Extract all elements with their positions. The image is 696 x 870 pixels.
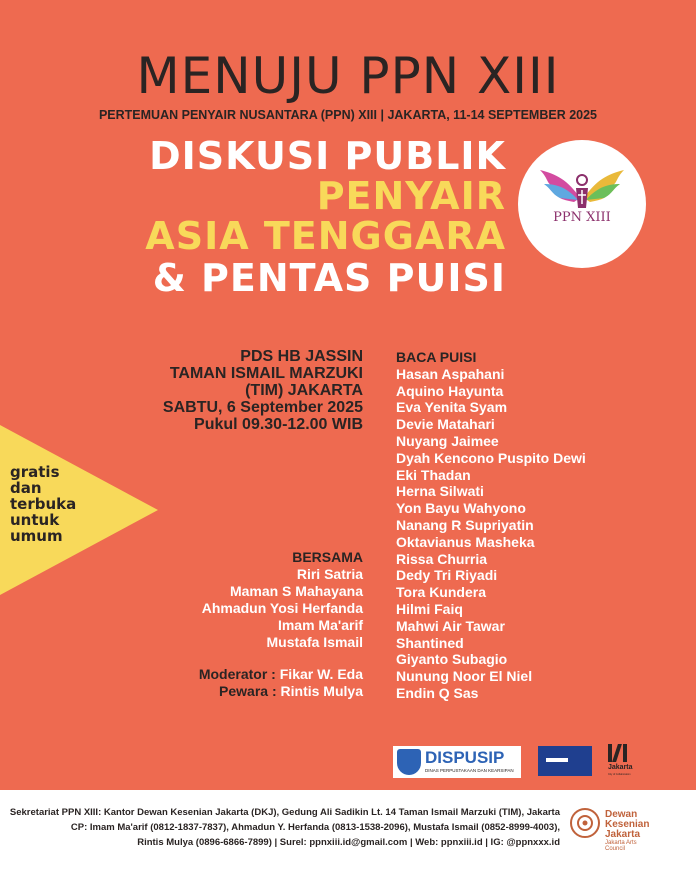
reader-name: Giyanto Subagio bbox=[396, 651, 508, 668]
pewara-label: Pewara bbox=[219, 683, 269, 699]
speaker-name: Riri Satria bbox=[296, 566, 363, 582]
free-badge-text bbox=[10, 464, 76, 544]
reader-name: Eva Yenita Syam bbox=[396, 399, 508, 416]
speaker-name: Maman S Mahayana bbox=[229, 583, 363, 599]
page-title: MENUJU PPN XIII bbox=[136, 47, 560, 105]
venue-info bbox=[163, 348, 363, 433]
speaker-name: Imam Ma'arif bbox=[277, 617, 363, 633]
reader-name: Hilmi Faiq bbox=[396, 600, 463, 617]
moderator-row: Moderator : Fikar W. Eda bbox=[198, 666, 363, 682]
reader-name: Herna Silwati bbox=[396, 483, 484, 500]
reader-name: Yon Bayu Wahyono bbox=[396, 500, 526, 517]
venue-line: PDS HB JASSIN bbox=[240, 348, 363, 365]
reader-name: Endin Q Sas bbox=[396, 684, 479, 701]
speaker-name: Ahmadun Yosi Herfanda bbox=[201, 600, 363, 616]
badge-line: untuk bbox=[10, 511, 60, 529]
headline-line-1: DISKUSI PUBLIK bbox=[149, 134, 506, 178]
headline-line-4: & PENTAS PUISI bbox=[152, 256, 506, 300]
reader-name: Devie Matahari bbox=[396, 416, 495, 433]
dispusip-subtitle: DINAS PERPUSTAKAAN DAN KEARSIPAN bbox=[425, 768, 514, 773]
pewara-name: Rintis Mulya bbox=[280, 683, 363, 699]
jakarta-subtitle: City of Collaboration bbox=[608, 773, 631, 776]
footer-line: Rintis Mulya (0896-6866-7899) | Surel: ppnxiii.id@gmail.com | Web: ppnxiii.id | IG: @ppnxxx.id bbox=[137, 837, 560, 848]
ppn-logo bbox=[518, 140, 646, 268]
reader-name: Nanang R Supriyatin bbox=[396, 516, 534, 533]
partner-logo bbox=[538, 746, 592, 776]
pewara-row: Pewara : Rintis Mulya bbox=[219, 683, 363, 699]
headline-line-2: PENYAIR bbox=[316, 174, 506, 218]
host-info bbox=[199, 666, 363, 700]
reader-name: Dyah Kencono Puspito Dewi bbox=[396, 449, 586, 466]
reader-name: Mahwi Air Tawar bbox=[396, 617, 505, 634]
footer-line: Sekretariat PPN XIII: Kantor Dewan Kesenian Jakarta (DKJ), Gedung Ali Sadikin Lt. 14 Taman Ismail Marzuki (TIM), Jakarta bbox=[9, 807, 560, 818]
footer-contact bbox=[10, 805, 560, 850]
dkj-name-line: Jakarta bbox=[605, 829, 641, 840]
badge-line: gratis bbox=[10, 463, 60, 481]
jakarta-crest-icon bbox=[397, 749, 421, 775]
moderator-name: Fikar W. Eda bbox=[279, 666, 363, 682]
badge-line: terbuka bbox=[10, 495, 77, 513]
footer-line: CP: Imam Ma'arif (0812-1837-7837), Ahmadun Y. Herfanda (0813-1538-2096), Mustafa Ismail (0852-8999-4003), bbox=[70, 822, 560, 833]
jakarta-name: Jakarta bbox=[608, 764, 633, 771]
venue-line: (TIM) JAKARTA bbox=[245, 382, 363, 399]
angel-wings-icon bbox=[518, 140, 646, 268]
headline-line-3: ASIA TENGGARA bbox=[145, 214, 506, 258]
reader-name: Eki Thadan bbox=[396, 466, 471, 483]
readers-heading: BACA PUISI bbox=[396, 349, 477, 365]
moderator-label: Moderator bbox=[198, 666, 268, 682]
reader-name: Oktavianus Masheka bbox=[396, 533, 535, 550]
venue-time: Pukul 09.30-12.00 WIB bbox=[194, 416, 363, 433]
speakers-heading: BERSAMA bbox=[292, 549, 363, 565]
dkj-logo bbox=[568, 806, 678, 856]
dispusip-logo bbox=[393, 746, 521, 778]
event-subtitle: PERTEMUAN PENYAIR NUSANTARA (PPN) XIII | JAKARTA, 11-14 SEPTEMBER 2025 bbox=[98, 108, 598, 122]
reader-name: Nunung Noor El Niel bbox=[396, 668, 533, 685]
dispusip-name: DISPUSIP bbox=[425, 748, 505, 767]
dkj-emblem-icon bbox=[568, 806, 602, 846]
reader-name: Hasan Aspahani bbox=[396, 365, 505, 382]
venue-date: SABTU, 6 September 2025 bbox=[162, 399, 363, 416]
badge-line: dan bbox=[10, 479, 42, 497]
dkj-subtitle bbox=[605, 840, 637, 852]
jakarta-logo bbox=[608, 744, 638, 778]
reader-name: Shantined bbox=[396, 634, 464, 651]
poetry-readers-list bbox=[396, 349, 586, 702]
partner-mark-icon bbox=[546, 758, 568, 762]
venue-line: TAMAN ISMAIL MARZUKI bbox=[169, 365, 363, 382]
speakers-list bbox=[202, 549, 363, 651]
reader-name: Aquino Hayunta bbox=[396, 382, 504, 399]
reader-name: Dedy Tri Riyadi bbox=[396, 567, 498, 584]
dkj-subtitle-line: Council bbox=[605, 846, 626, 852]
speaker-name: Mustafa Ismail bbox=[266, 634, 363, 650]
dkj-subtitle-line: Jakarta Arts bbox=[605, 840, 637, 846]
dkj-name-line: Kesenian bbox=[605, 819, 650, 830]
reader-name: Rissa Churria bbox=[396, 550, 488, 567]
dkj-name-line: Dewan bbox=[605, 809, 638, 820]
badge-line: umum bbox=[10, 527, 63, 545]
reader-name: Tora Kundera bbox=[396, 584, 486, 601]
logo-text: PPN XIII bbox=[553, 210, 611, 225]
reader-name: Nuyang Jaimee bbox=[396, 432, 499, 449]
dkj-name bbox=[605, 810, 649, 840]
